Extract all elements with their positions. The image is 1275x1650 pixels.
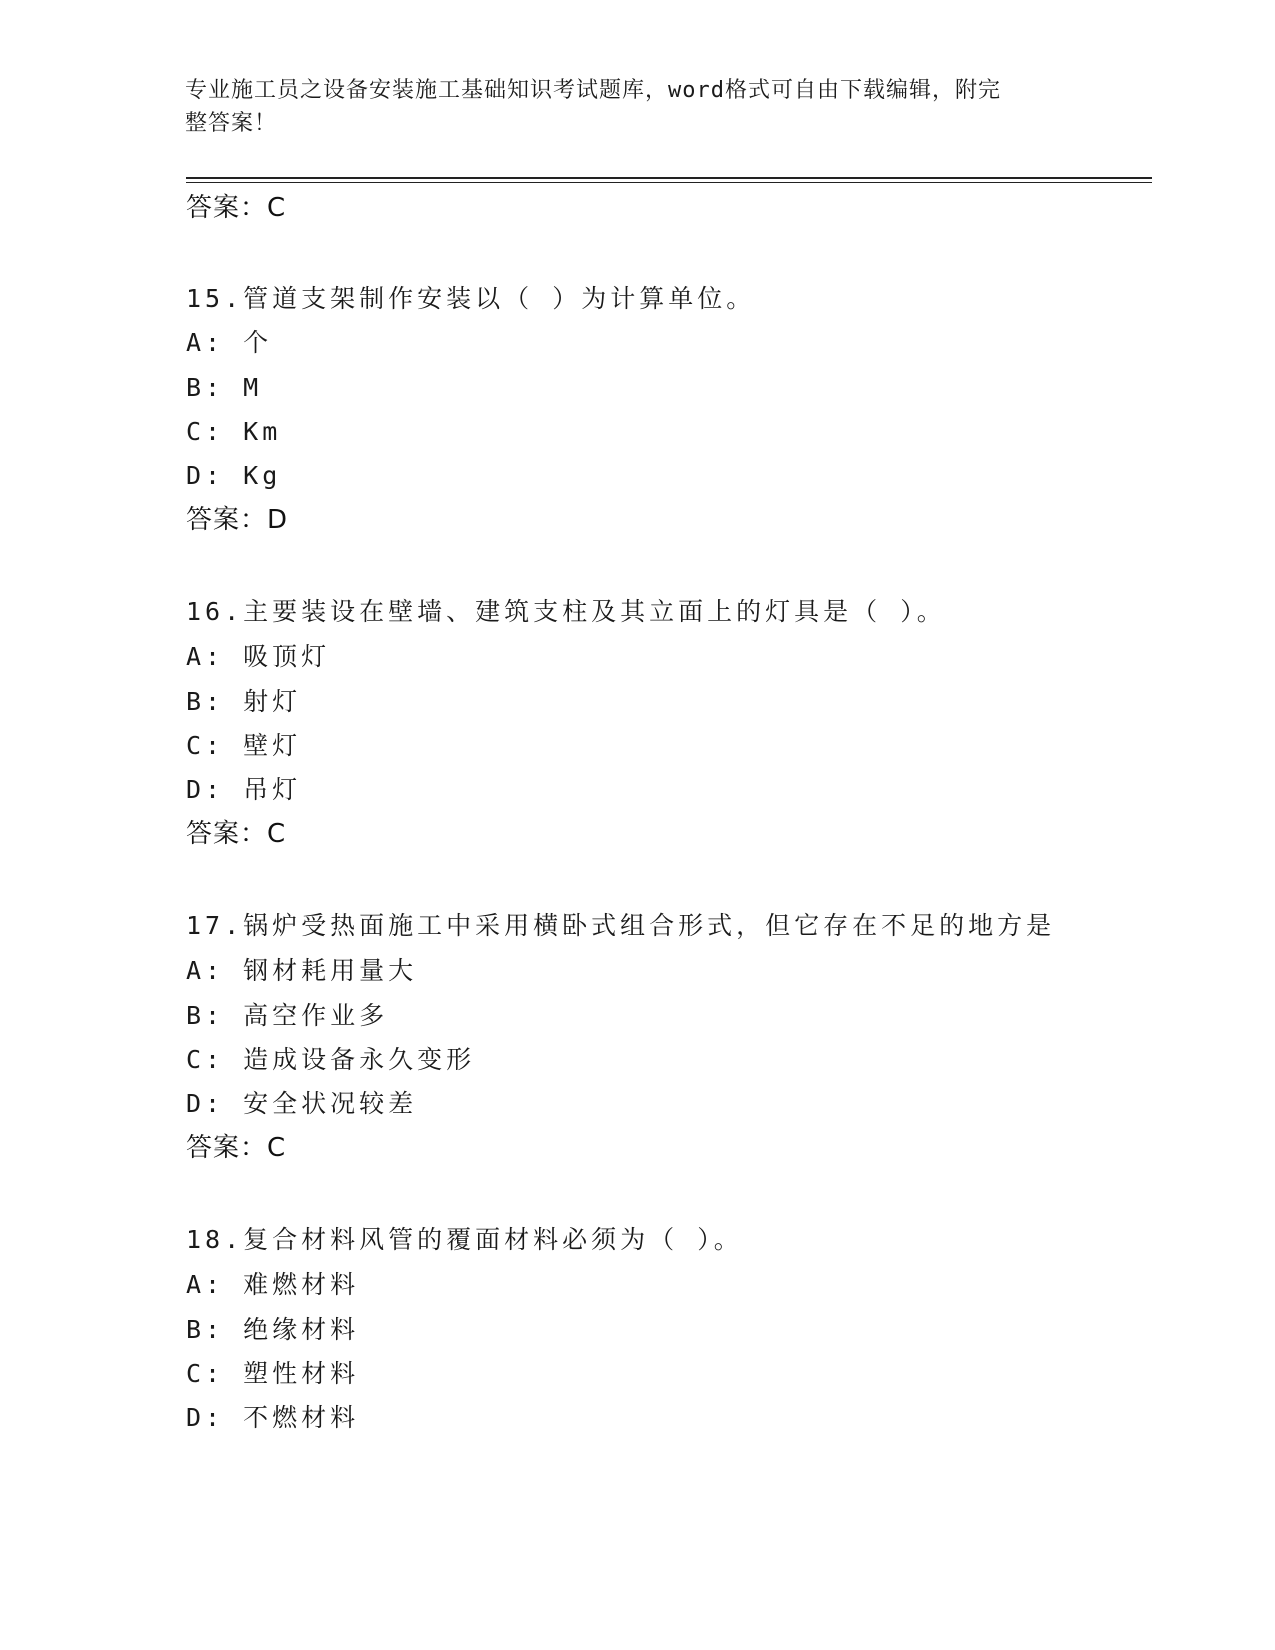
question-18-option-a: A: 难燃材料 (186, 1270, 360, 1299)
answer-previous: 答案：C (186, 193, 287, 223)
question-16-stem: 16.主要装设在壁墙、建筑支柱及其立面上的灯具是（ ）。 (186, 597, 946, 626)
header-line-1: 专业施工员之设备安装施工基础知识考试题库，word格式可自由下载编辑，附完 (185, 78, 1001, 103)
header-rule-thick (186, 177, 1152, 179)
question-17-answer: 答案：C (186, 1133, 287, 1163)
question-15-option-a: A: 个 (186, 328, 273, 357)
question-16-answer: 答案：C (186, 819, 287, 849)
question-15-answer: 答案：D (186, 505, 289, 535)
question-18-option-c: C: 塑性材料 (186, 1359, 360, 1388)
question-17-option-d: D: 安全状况较差 (186, 1089, 418, 1118)
question-16-option-d: D: 吊灯 (186, 775, 302, 804)
question-16-option-b: B: 射灯 (186, 687, 302, 716)
question-17-option-c: C: 造成设备永久变形 (186, 1045, 476, 1074)
question-18-stem: 18.复合材料风管的覆面材料必须为（ ）。 (186, 1225, 743, 1254)
question-18-option-d: D: 不燃材料 (186, 1403, 360, 1432)
header-line-2: 整答案！ (185, 111, 278, 136)
question-16-option-a: A: 吸顶灯 (186, 642, 331, 671)
question-18-option-b: B: 绝缘材料 (186, 1315, 360, 1344)
question-17-stem: 17.锅炉受热面施工中采用横卧式组合形式，但它存在不足的地方是 (186, 911, 1056, 940)
question-16-option-c: C: 壁灯 (186, 731, 302, 760)
question-17-option-a: A: 钢材耗用量大 (186, 956, 418, 985)
question-15-option-d: D: Kg (186, 461, 282, 490)
header-rule-thin (186, 182, 1152, 183)
question-17-option-b: B: 高空作业多 (186, 1001, 389, 1030)
question-15-stem: 15.管道支架制作安装以（ ）为计算单位。 (186, 284, 756, 313)
question-15-option-b: B: M (186, 373, 263, 402)
document-header (185, 74, 1065, 140)
question-15-option-c: C: Km (186, 417, 282, 446)
